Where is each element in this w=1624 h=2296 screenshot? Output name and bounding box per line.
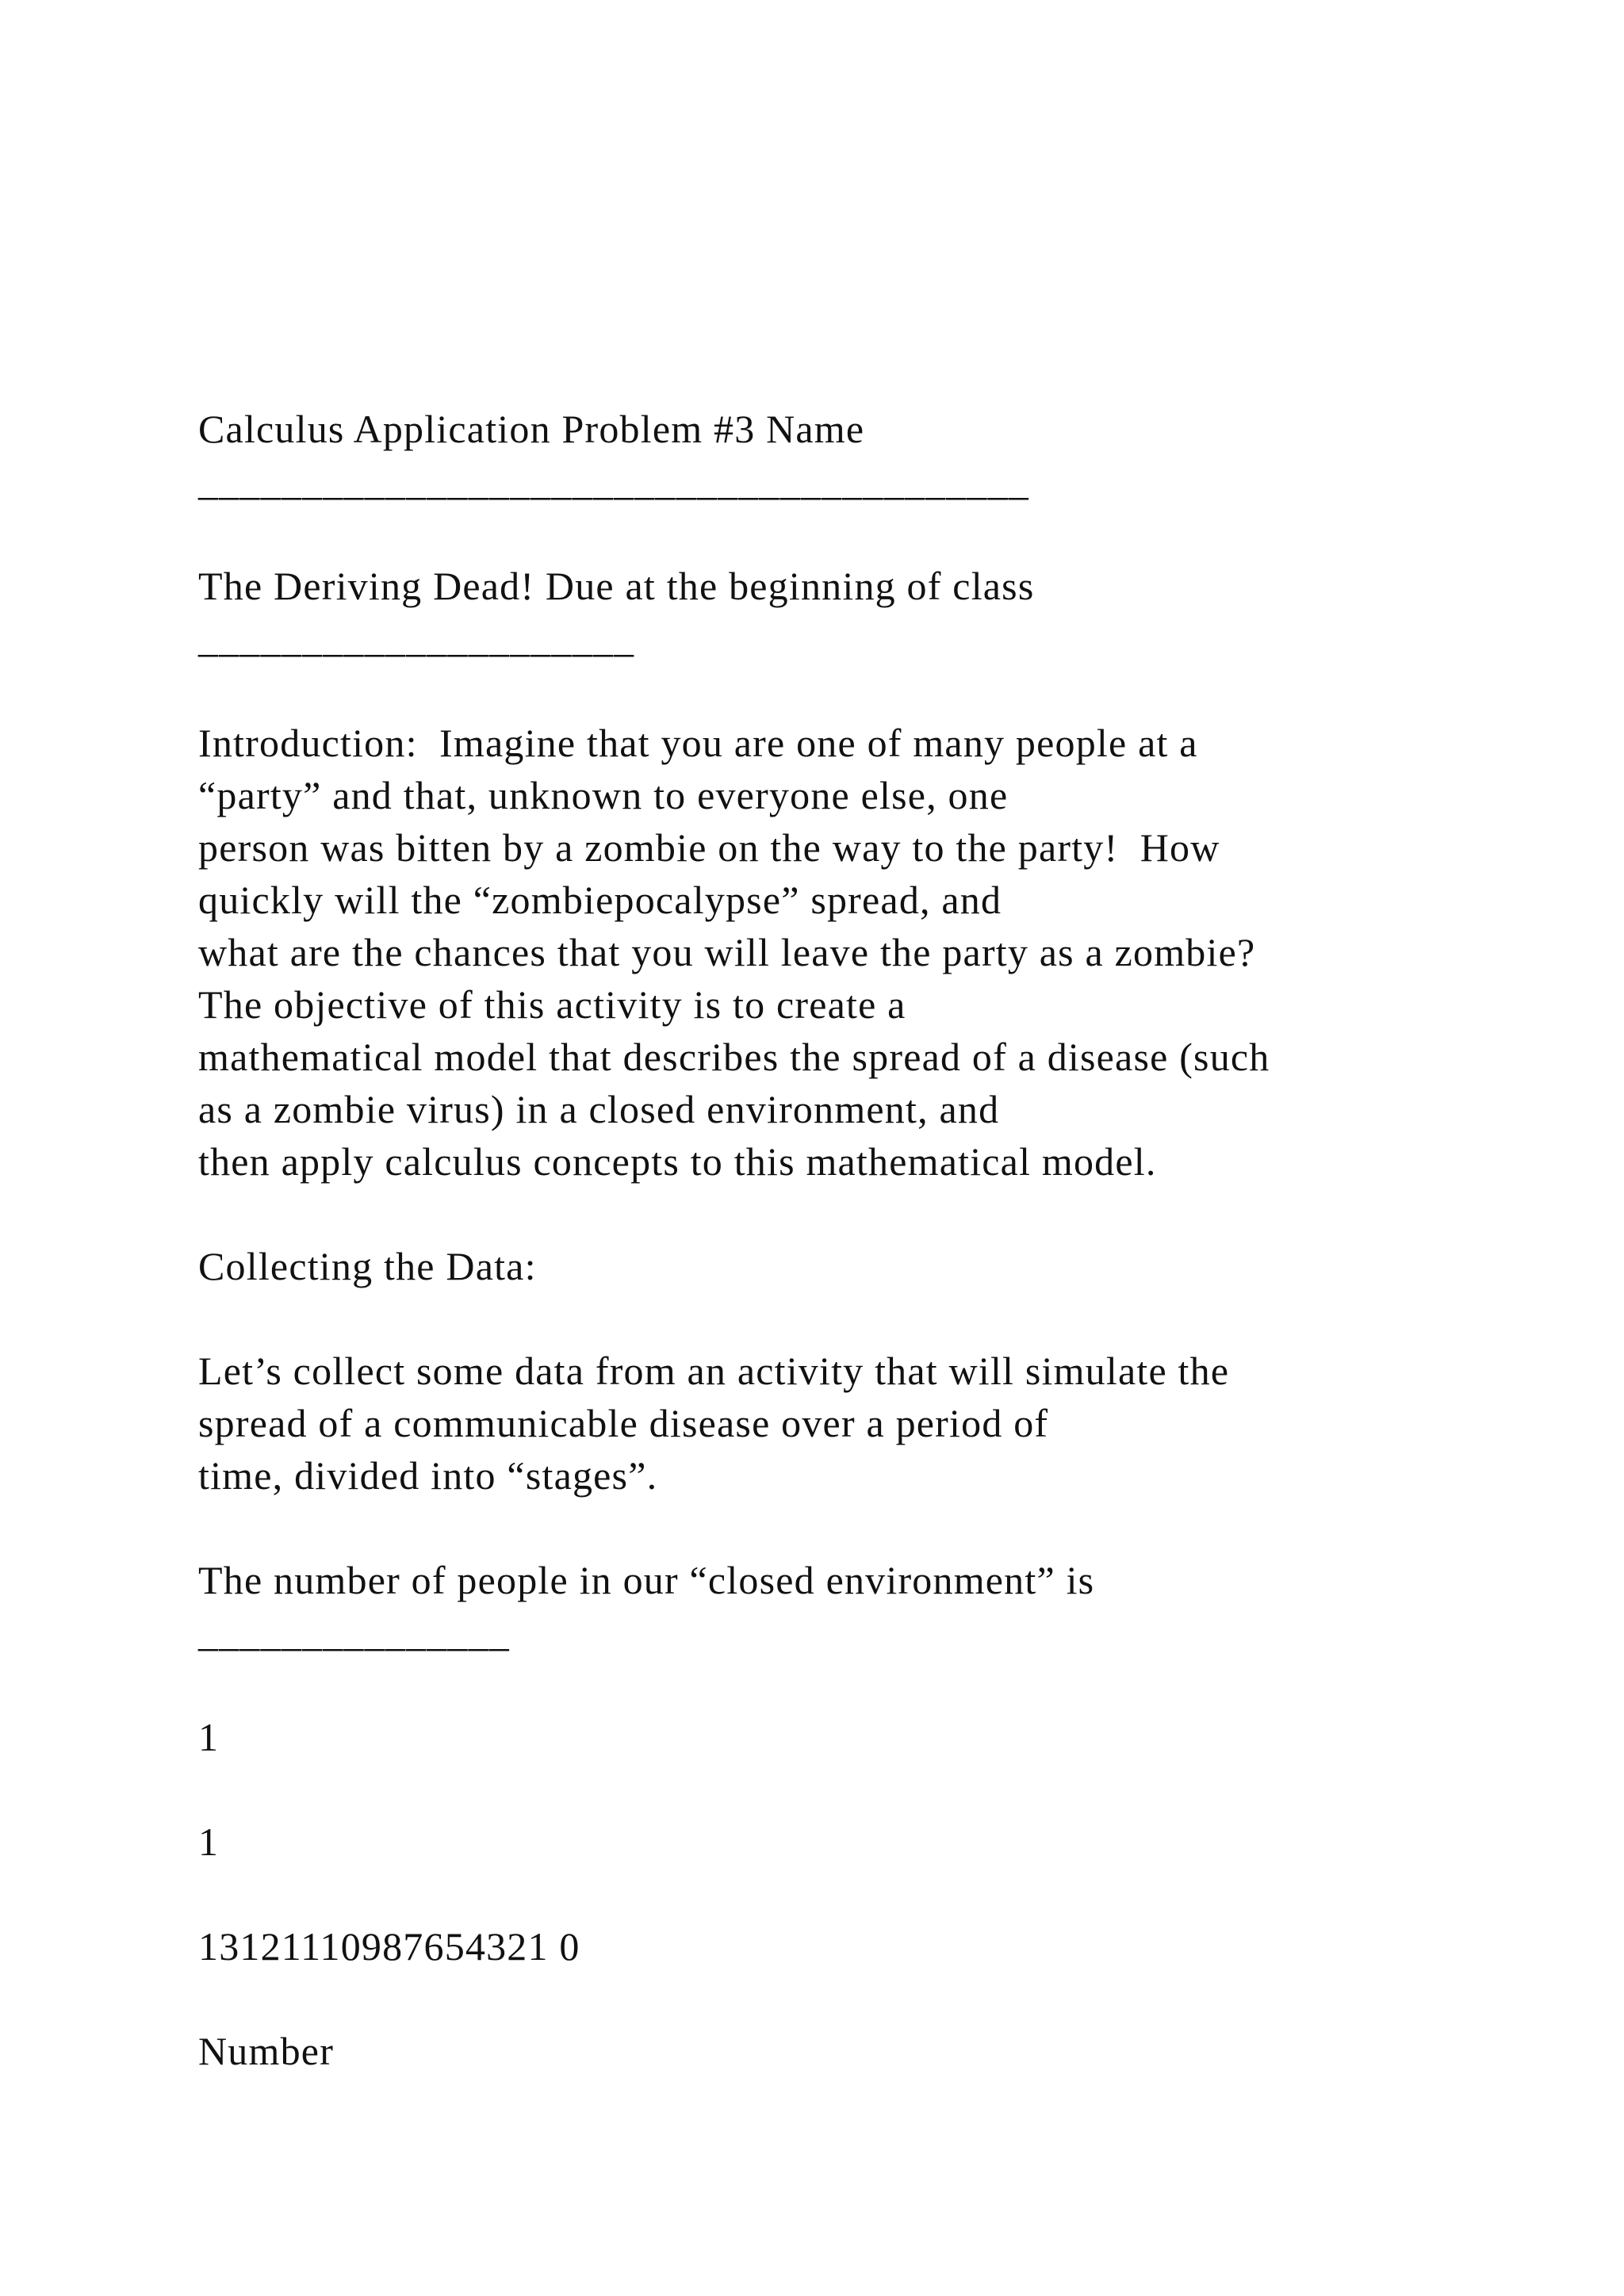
intro-line: “party” and that, unknown to everyone else, one <box>198 773 1009 817</box>
name-blank: ________________________________________ <box>198 459 1029 503</box>
spacer <box>198 1188 1546 1240</box>
title-line: Calculus Application Problem #3 Name <box>198 407 865 451</box>
spacer <box>198 1868 1546 1920</box>
section-heading: Collecting the Data: <box>198 1244 537 1288</box>
intro-line: mathematical model that describes the spread of a disease (such <box>198 1035 1270 1079</box>
intro-line: Introduction: Imagine that you are one of many people at a <box>198 721 1198 765</box>
spacer <box>198 507 1546 560</box>
people-count-line: The number of people in our “closed environment” is <box>198 1558 1095 1602</box>
collect-line: spread of a communicable disease over a period of <box>198 1401 1049 1445</box>
spacer <box>198 1502 1546 1554</box>
spacer <box>198 1973 1546 2025</box>
axis-word: Number <box>198 2029 335 2073</box>
collect-line: Let’s collect some data from an activity that will simulate the <box>198 1349 1230 1393</box>
intro-line: quickly will the “zombiepocalypse” spread, and <box>198 878 1002 922</box>
document-body <box>198 403 1546 2077</box>
collect-line: time, divided into “stages”. <box>198 1453 658 1498</box>
stray-number: 1 <box>198 1715 220 1759</box>
stray-number: 1 <box>198 1820 220 1864</box>
spacer <box>198 1292 1546 1345</box>
due-date-blank: _____________________ <box>198 616 635 660</box>
intro-line: The objective of this activity is to create a <box>198 982 906 1027</box>
subtitle-line: The Deriving Dead! Due at the beginning of class <box>198 564 1035 608</box>
intro-line: person was bitten by a zombie on the way to the party! How <box>198 825 1220 870</box>
intro-line: as a zombie virus) in a closed environment, and <box>198 1087 1000 1131</box>
people-count-blank: _______________ <box>198 1610 510 1655</box>
spacer <box>198 1763 1546 1816</box>
stage-numbers: 13121110987654321 0 <box>198 1924 580 1969</box>
intro-line: what are the chances that you will leave the party as a zombie? <box>198 930 1256 974</box>
spacer <box>198 664 1546 717</box>
spacer <box>198 1659 1546 1711</box>
intro-line: then apply calculus concepts to this mathematical model. <box>198 1139 1157 1184</box>
